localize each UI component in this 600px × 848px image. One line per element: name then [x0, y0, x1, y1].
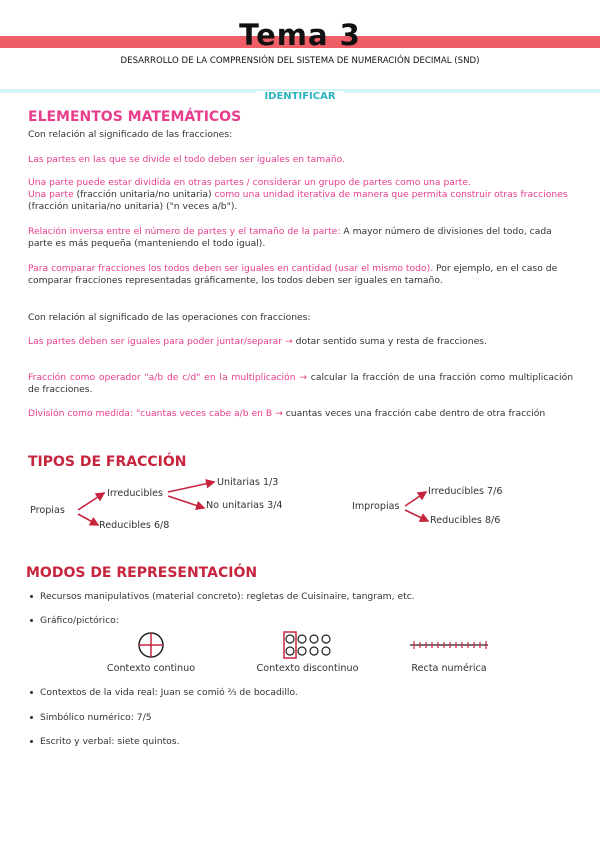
caption-recta: Recta numérica — [411, 663, 487, 674]
fraction-tree-arrows — [0, 470, 600, 540]
arrow-impropias-irreducibles — [405, 492, 426, 506]
modos-bullet-2: Gráfico/pictórico: — [30, 615, 119, 626]
tipo-propias: Propias — [30, 505, 65, 516]
section-label: IDENTIFICAR — [0, 84, 600, 103]
modos-bullet-5: Escrito y verbal: siete quintos. — [30, 736, 180, 747]
arrow-irreducibles-nounitarias — [168, 496, 204, 508]
elementos-heading: ELEMENTOS MATEMÁTICOS — [28, 109, 242, 125]
page-subtitle: DESARROLLO DE LA COMPRENSIÓN DEL SISTEMA DE NUMERACIÓN DECIMAL (SND) — [120, 56, 480, 66]
arrow-impropias-reducibles — [405, 510, 428, 521]
tipos-heading: TIPOS DE FRACCIÓN — [28, 454, 187, 470]
arrow-irreducibles-unitarias — [168, 482, 214, 492]
elementos-p2: Una parte puede estar dividida en otras partes / considerar un grupo de partes como una parte. Una parte (fracción unitaria/no unitaria) como una unidad iterativa de manera que permita construir otras fracciones (fracción unitaria/no unitaria) ("n veces a/b"). — [28, 177, 568, 212]
tipo-no-unitarias: No unitarias 3/4 — [206, 500, 283, 511]
tipo-reducibles: Reducibles 6/8 — [99, 520, 170, 531]
elementos-intro2: Con relación al significado de las operaciones con fracciones: — [28, 312, 311, 323]
discrete-context-icon — [282, 631, 342, 661]
tipo-impropias: Impropias — [352, 501, 400, 512]
caption-discontinuo: Contexto discontinuo — [256, 663, 359, 674]
elementos-p7: División como medida: "cuantas veces cabe a/b en B → cuantas veces una fracción cabe dentro de otra fracción — [28, 408, 546, 419]
modos-bullet-3: Contextos de la vida real: Juan se comió ⅔ de bocadillo. — [30, 687, 298, 698]
modos-bullet-4: Simbólico numérico: 7/5 — [30, 712, 152, 723]
elementos-p3: Relación inversa entre el número de partes y el tamaño de la parte: A mayor número de divisiones del todo, cada parte es más pequeña (manteniendo el todo igual). — [28, 226, 552, 249]
continuous-context-icon — [135, 630, 167, 662]
elementos-intro: Con relación al significado de las fracciones: — [28, 129, 233, 140]
modos-bullet-1: Recursos manipulativos (material concreto): regletas de Cuisinaire, tangram, etc. — [30, 591, 415, 602]
caption-continuo: Contexto continuo — [106, 663, 196, 674]
elementos-p4: Para comparar fracciones los todos deben ser iguales en cantidad (usar el mismo todo). Por ejemplo, en el caso de comparar fracciones representadas gráficamente, los todos deben ser iguales en tamaño. — [28, 263, 558, 286]
tipo-imp-reducibles: Reducibles 8/6 — [430, 515, 501, 526]
arrow-propias-irreducibles — [78, 493, 104, 510]
tipo-unitarias: Unitarias 1/3 — [217, 477, 279, 488]
page-title: Tema 3 — [239, 18, 361, 52]
elementos-p6: Fracción como operador "a/b de c/d" en la multiplicación → calcular la fracción de una fracción como multiplicación de fracciones. — [28, 372, 574, 395]
modos-heading: MODOS DE REPRESENTACIÓN — [26, 565, 258, 581]
elementos-p1: Las partes en las que se divide el todo deben ser iguales en tamaño. — [28, 154, 346, 165]
elementos-p5: Las partes deben ser iguales para poder juntar/separar → dotar sentido suma y resta de fracciones. — [28, 336, 487, 347]
arrow-propias-reducibles — [78, 514, 98, 525]
tipo-imp-irreducibles: Irreducibles 7/6 — [428, 486, 503, 497]
tipo-irreducibles: Irreducibles — [107, 488, 164, 499]
number-line-icon — [408, 638, 490, 652]
